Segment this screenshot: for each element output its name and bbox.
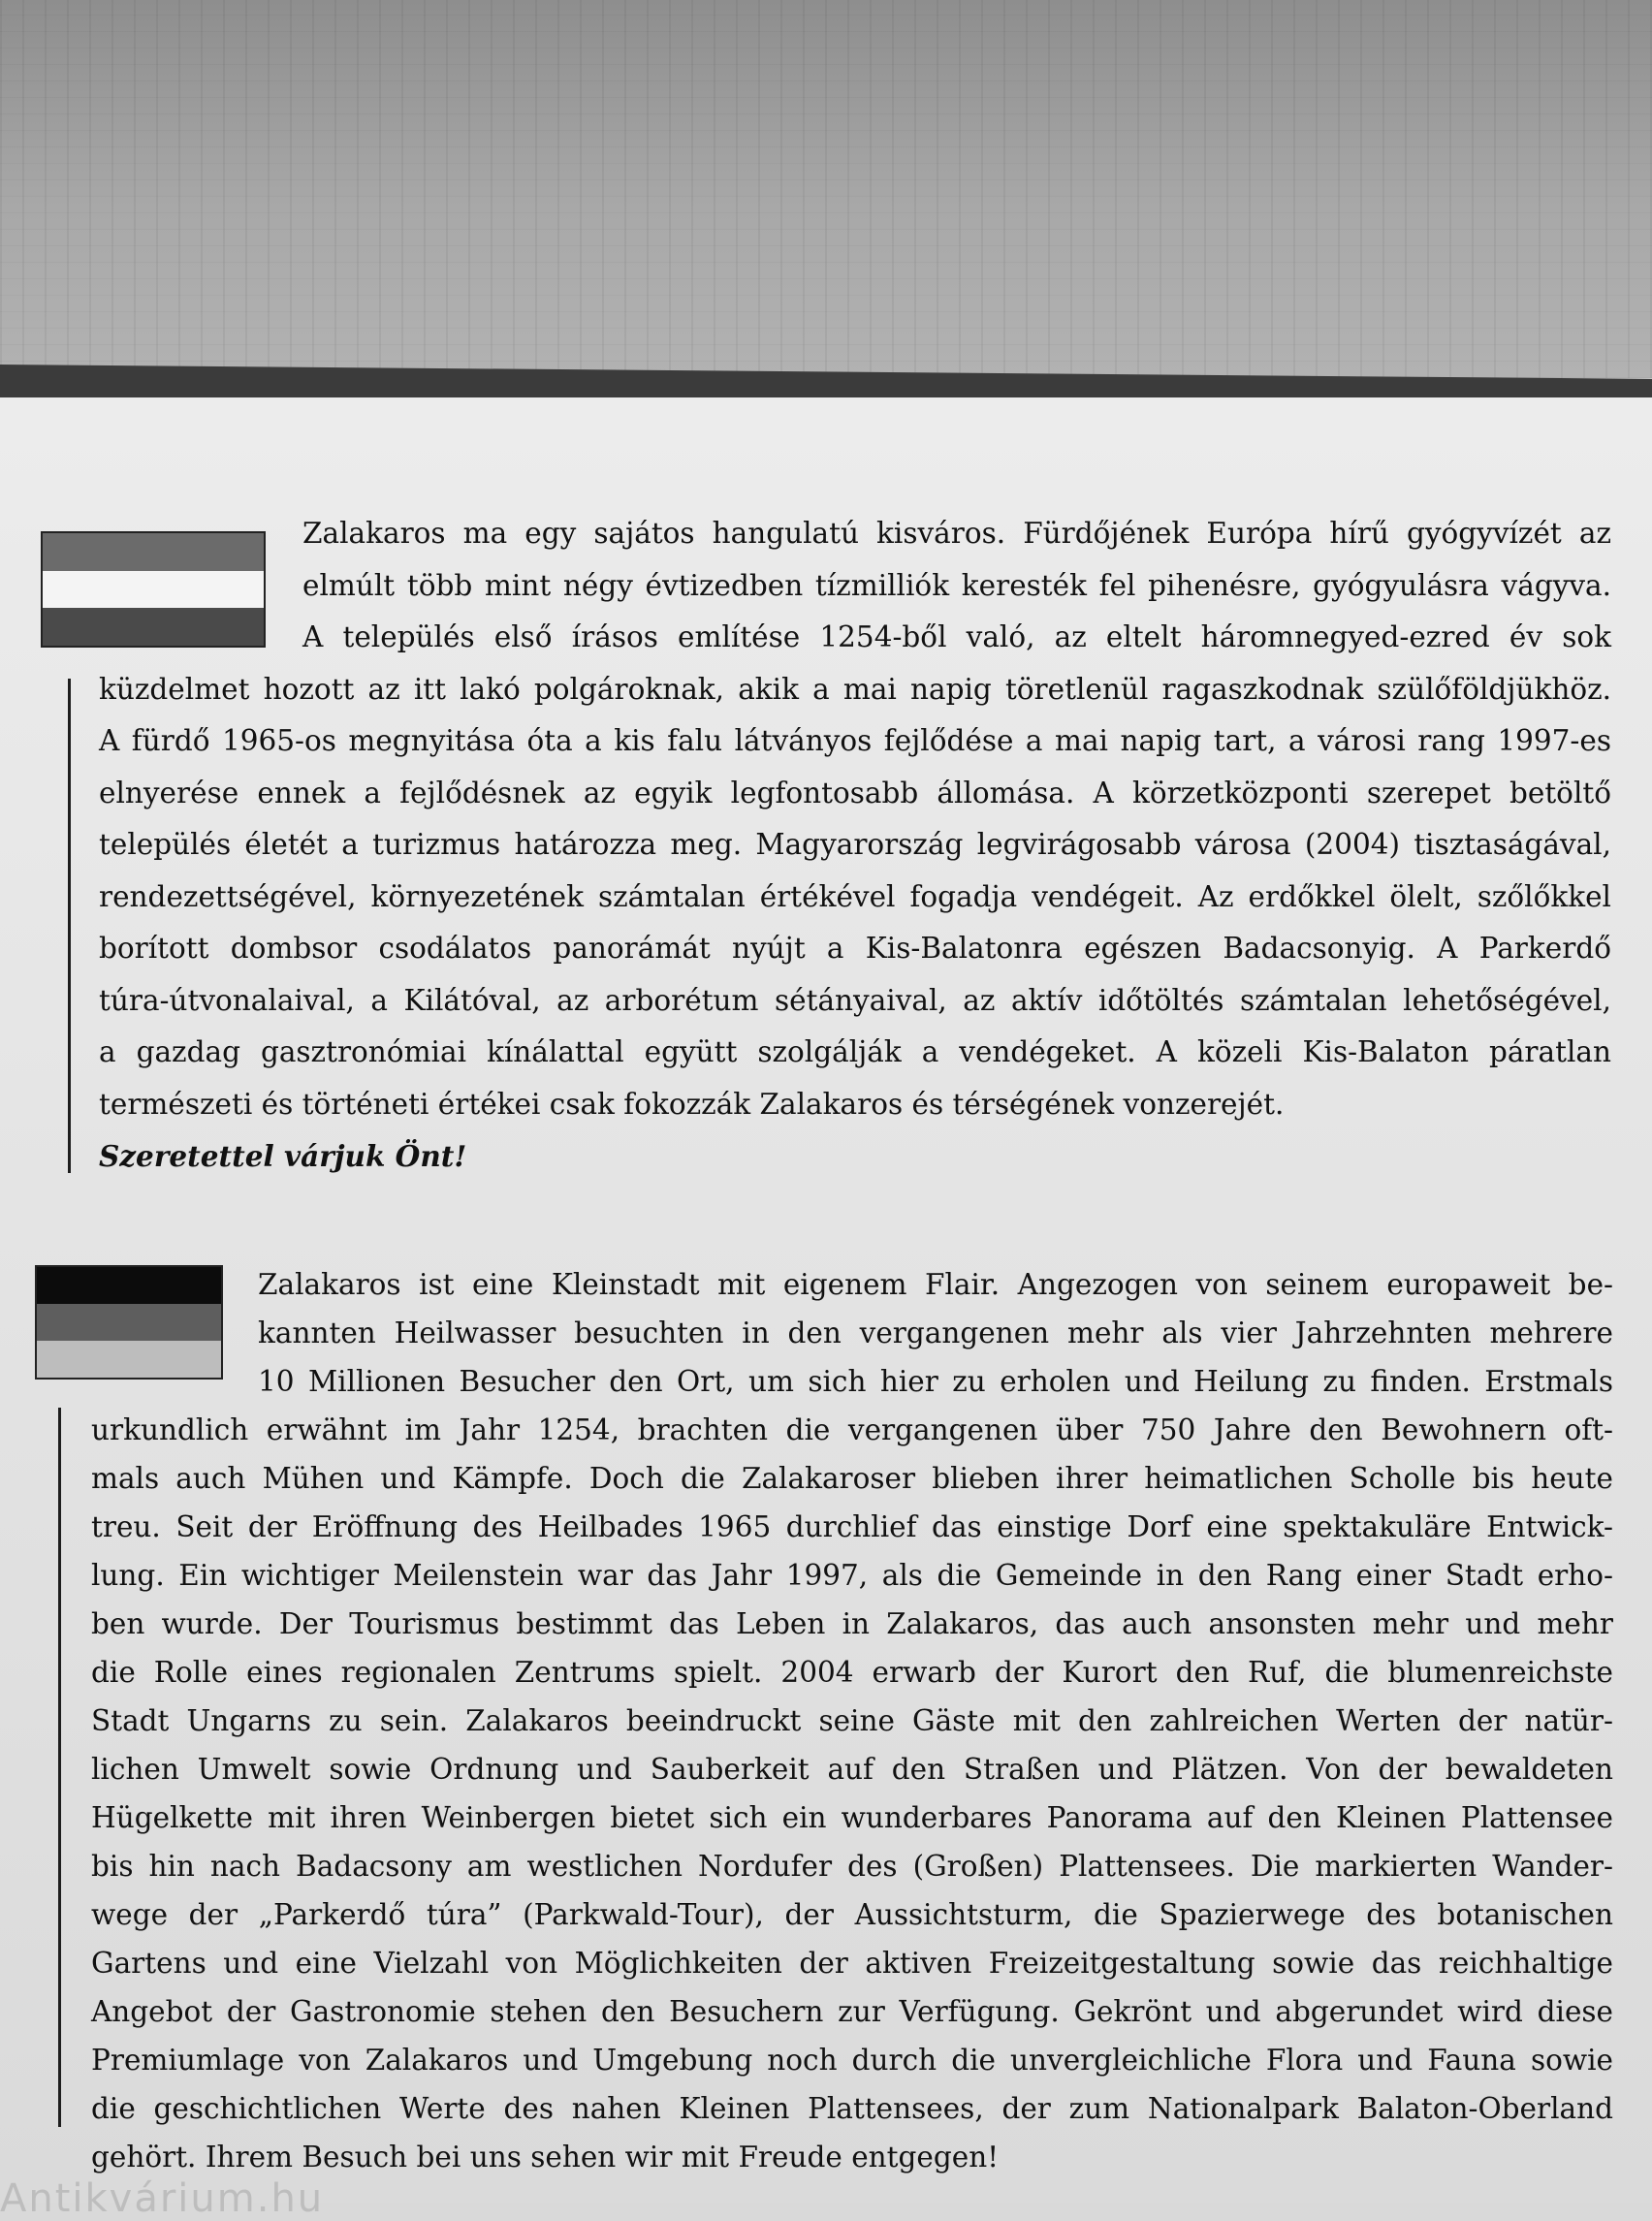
text-line: a gazdag gasztronómiai kínálattal együtt szolgálják a vendégeket. A közeli Kis-Balaton páratlan — [99, 1035, 1611, 1068]
text-line: Zalakaros ist eine Kleinstadt mit eigenem Flair. Angezogen von seinem europaweit be- — [258, 1268, 1613, 1301]
text-line: borított dombsor csodálatos panorámát nyújt a Kis-Balatonra egészen Badacsonyig. A Parkerdő — [99, 932, 1611, 965]
closing-greeting: Szeretettel várjuk Önt! — [99, 1139, 467, 1173]
text-line: gehört. Ihrem Besuch bei uns sehen wir mit Freude entgegen! — [91, 2141, 1000, 2173]
text-line: elnyerése ennek a fejlődésnek az egyik legfontosabb állomása. A körzetközponti szerepet betöltő — [99, 776, 1611, 809]
text-line: die geschichtlichen Werte des nahen Kleinen Plattensees, der zum Nationalpark Balaton-Oberland — [91, 2092, 1613, 2125]
text-line: település életét a turizmus határozza meg. Magyarország legvirágosabb városa (2004) tisztaságával, — [99, 828, 1611, 861]
text-line: rendezettségével, környezetének számtalan értékével fogadja vendégeit. Az erdőkkel ölelt, szőlőkkel — [99, 879, 1611, 913]
text-line: kannten Heilwasser besuchten in den vergangenen mehr als vier Jahrzehnten mehrere — [258, 1317, 1613, 1349]
text-line: Stadt Ungarns zu sein. Zalakaros beeindruckt seine Gäste mit den zahlreichen Werten der natür- — [91, 1704, 1613, 1737]
german-text-block — [91, 1260, 1613, 2181]
text-line: A település első írásos említése 1254-ből való, az eltelt háromnegyed-ezred év sok — [302, 620, 1611, 653]
text-line: Gartens und eine Vielzahl von Möglichkeiten der aktiven Freizeitgestaltung sowie das reichhaltige — [91, 1947, 1613, 1980]
text-line: Premiumlage von Zalakaros und Umgebung noch durch die unvergleichliche Flora und Fauna sowie — [91, 2044, 1613, 2077]
text-line: wege der „Parkerdő túra” (Parkwald-Tour), der Aussichtsturm, die Spazierwege des botanischen — [91, 1898, 1613, 1931]
text-line: 10 Millionen Besucher den Ort, um sich hier zu erholen und Heilung zu finden. Erstmals — [258, 1365, 1613, 1398]
text-line: túra-útvonalaival, a Kilátóval, az arborétum sétányaival, az aktív időtöltés számtalan lehetőségével, — [99, 983, 1611, 1017]
text-line: mals auch Mühen und Kämpfe. Doch die Zalakaroser blieben ihrer heimatlichen Scholle bis heute — [91, 1462, 1613, 1495]
hungarian-text-block — [99, 508, 1611, 1183]
text-line: természeti és történeti értékei csak fokozzák Zalakaros és térségének vonzerejét. — [99, 1087, 1285, 1121]
text-line: A fürdő 1965-os megnyitása óta a kis falu látványos fejlődése a mai napig tart, a városi rang 1997-es — [99, 724, 1611, 757]
hungarian-margin-rule — [68, 679, 71, 1173]
text-line: lichen Umwelt sowie Ordnung und Sauberkeit auf den Straßen und Plätzen. Von der bewaldeten — [91, 1753, 1613, 1786]
text-line: lung. Ein wichtiger Meilenstein war das Jahr 1997, als die Gemeinde in den Rang einer Stadt erho- — [91, 1559, 1613, 1592]
watermark: Antikvárium.hu — [0, 2176, 325, 2221]
text-line: die Rolle eines regionalen Zentrums spielt. 2004 erwarb der Kurort den Ruf, die blumenreichste — [91, 1656, 1613, 1689]
text-line: ben wurde. Der Tourismus bestimmt das Leben in Zalakaros, das auch ansonsten mehr und mehr — [91, 1607, 1613, 1640]
text-line: küzdelmet hozott az itt lakó polgároknak, akik a mai napig töretlenül ragaszkodnak szülőföldjükhöz. — [99, 672, 1611, 706]
german-margin-rule — [58, 1408, 61, 2127]
text-line: treu. Seit der Eröffnung des Heilbades 1965 durchlief das einstige Dorf eine spektakuläre Entwick- — [91, 1510, 1613, 1543]
text-line: Zalakaros ma egy sajátos hangulatú kisváros. Fürdőjének Európa hírű gyógyvízét az — [302, 517, 1611, 550]
background-surface — [0, 0, 1652, 378]
text-line: Hügelkette mit ihren Weinbergen bietet sich ein wunderbares Panorama auf den Kleinen Plattensee — [91, 1801, 1613, 1834]
text-line: Angebot der Gastronomie stehen den Besuchern zur Verfügung. Gekrönt und abgerundet wird diese — [91, 1995, 1613, 2028]
text-line: elmúlt több mint négy évtizedben tízmilliók keresték fel pihenésre, gyógyulásra vágyva. — [302, 568, 1611, 602]
text-line: bis hin nach Badacsony am westlichen Nordufer des (Großen) Plattensees. Die markierten Wander- — [91, 1850, 1613, 1883]
text-line: urkundlich erwähnt im Jahr 1254, brachten die vergangenen über 750 Jahre den Bewohnern oft- — [91, 1413, 1613, 1446]
